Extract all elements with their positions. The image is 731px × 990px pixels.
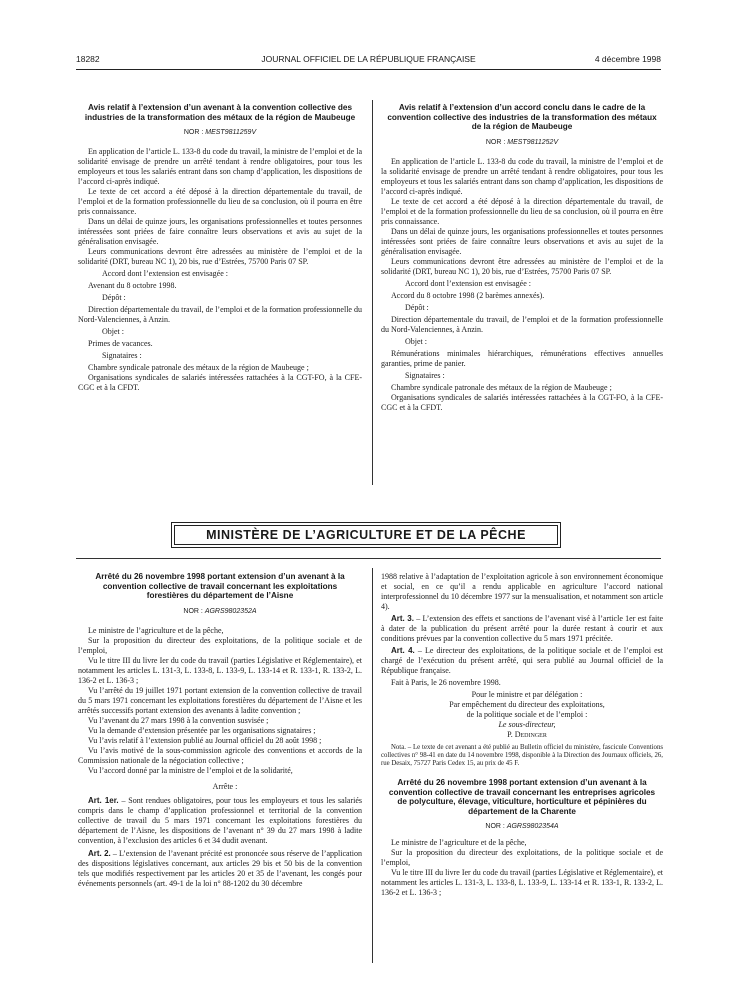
paragraph: Vu la demande d’extension présentée par les organisations signataires ;: [88, 725, 316, 735]
paragraph: En application de l’article L. 133-8 du code du travail, la ministre de l’emploi et de la solidarité envisage de prendre un arrêté tendant à rendre obligatoires, pour tous les employeurs et tous les salariés entrant dans son champ d’application, les dispositions de l’accord ci-après indiqué.: [381, 156, 663, 196]
subheading: Signataires :: [405, 370, 445, 380]
article-title: Avis relatif à l’extension d’un accord conclu dans le cadre de la convention collective des industries de la transformation des métaux de la région de Maubeuge: [387, 103, 657, 131]
article-label: Art. 2.: [88, 848, 111, 858]
paragraph: Le texte de cet accord a été déposé à la direction départementale du travail, de l’emploi et de la formation professionnelle du lieu de sa conclusion, où il pourra en être pris connaissance.: [381, 196, 663, 226]
signatory-name: P. Dedinger: [507, 730, 547, 739]
paragraph: Vu l’accord donné par la ministre de l’emploi et de la solidarité,: [88, 765, 293, 775]
paragraph: Direction départementale du travail, de l’emploi et de la formation professionnelle du Nord-Valenciennes, à Anzin.: [381, 314, 663, 334]
paragraph: Sur la proposition du directeur des exploitations, de la politique sociale et de l’emploi,: [381, 848, 663, 867]
paragraph: Vu le titre III du livre Ier du code du travail (parties Législative et Réglementaire), et notamment les articles L. 131-3, L. 133-8, L. 133-9, L. 133-14 et R. 133-1, R. 133-2, L. 136-2 et L. 136-3 ;: [78, 655, 362, 685]
nor-code: AGRS9802354A: [506, 823, 559, 830]
article-1: [78, 796, 362, 846]
subheading: Objet :: [102, 327, 124, 336]
article-title: Arrêté du 26 novembre 1998 portant extension d’un avenant à la convention collective de travail concernant les exploitations forestières du département de l’Aisne: [95, 572, 345, 600]
paragraph: Le texte de cet accord a été déposé à la direction départementale du travail, de l’emploi et de la formation professionnelle du lieu de sa conclusion, où il pourra en être pris connaissance.: [78, 187, 362, 216]
paragraph: Leurs communications devront être adressées au ministère de l’emploi et de la solidarité (DRT, bureau NC 1), 20 bis, rue d’Estrées, 75700 Paris 07 SP.: [78, 247, 362, 266]
nor-code: MEST9811252V: [507, 138, 559, 146]
subheading: Dépôt :: [405, 302, 429, 312]
paragraph: Sur la proposition du directeur des exploitations, de la politique sociale et de l’emploi,: [78, 635, 362, 655]
ministry-banner: [171, 522, 561, 548]
article-text: – Le directeur des exploitations, de la politique sociale et de l’emploi est chargé de l’exécution du présent arrêté, qui sera publié au Journal officiel de la République française.: [381, 646, 664, 675]
section-rule: [76, 558, 661, 559]
article-4: [381, 646, 663, 676]
paragraph: Avenant du 8 octobre 1998.: [88, 281, 177, 290]
paragraph: Vu le titre III du livre Ier du code du travail (parties Législative et Réglementaire), et notamment les articles L. 131-3, L. 133-8, L. 133-9, L. 133-14 et R. 133-1, R. 133-2, L. 136-2 et L. 136-3 ;: [381, 868, 663, 897]
paragraph: Chambre syndicale patronale des métaux de la région de Maubeuge ;: [88, 363, 309, 372]
article-text: – L’extension des effets et sanctions de l’avenant visé à l’article 1er est faite à dater de la publication du présent arrêté pour la durée restant à courir et aux conditions prévues par la convention collective du 5 mars 1971 précitée.: [381, 614, 664, 643]
article-label: Art. 3.: [391, 614, 414, 623]
article-label: Art. 4.: [391, 646, 415, 655]
nor-code: AGRS9802352A: [204, 607, 257, 615]
subheading: Signataires :: [102, 351, 142, 360]
nor-reference: [78, 607, 362, 617]
paragraph: Direction départementale du travail, de l’emploi et de la formation professionnelle du Nord-Valenciennes, à Anzin.: [78, 305, 362, 324]
paragraph: Vu l’avis motivé de la sous-commission agricole des conventions et accords de la Commission nationale de la négociation collective ;: [78, 745, 362, 765]
article-3: [381, 614, 663, 644]
nota: Nota. – Le texte de cet avenant a été publié au Bulletin officiel du ministère, fascicule Conventions collectives n° 98-41 en date du 14 novembre 1998, disponible à la Direction des Journaux officiels, 26, rue Desaix, 75727 Paris Cedex 15, au prix de 45 F.: [381, 744, 663, 767]
signature-line: de la politique sociale et de l’emploi :: [466, 710, 588, 719]
paragraph: Dans un délai de quinze jours, les organisations professionnelles et toutes personnes intéressées sont priées de faire connaître leurs observations et avis au sujet de la généralisation envisagée.: [381, 226, 663, 256]
paragraph: Dans un délai de quinze jours, les organisations professionnelles et toutes personnes intéressées sont priées de faire connaître leurs observations et avis au sujet de la généralisation envisagée.: [78, 217, 362, 246]
paragraph: Vu l’avenant du 27 mars 1998 à la convention susvisée ;: [88, 715, 269, 725]
issue-date: 4 décembre 1998: [594, 54, 661, 64]
signature-title: Le sous-directeur,: [498, 720, 556, 729]
column-divider: [372, 568, 373, 963]
paragraph: Vu l’arrêté du 19 juillet 1971 portant extension de la convention collective de travail du 5 mars 1971 concernant les exploitations forestières du département de l’Aisne et les arrêtés successifs portant extension des avenants à ladite convention ;: [78, 685, 362, 715]
nor-reference: [381, 822, 663, 832]
nor-reference: [381, 138, 663, 148]
page-number: 18282: [76, 54, 100, 64]
page-header: [76, 54, 661, 68]
subheading: Dépôt :: [102, 293, 126, 302]
paragraph: Le ministre de l’agriculture et de la pêche,: [88, 625, 224, 635]
ministry-title: MINISTÈRE DE L’AGRICULTURE ET DE LA PÊCHE: [174, 525, 558, 545]
subheading: Accord dont l’extension est envisagée :: [102, 269, 228, 278]
paragraph: Primes de vacances.: [88, 339, 153, 348]
paragraph: 1988 relative à l’adaptation de l’exploitation agricole à son environnement économique et social, en ce qu’il a rendu applicable en agriculture l’accord national interprofessionnel du 10 décembre 1977 sur la mensualisation, et notamment son article 4).: [381, 572, 663, 611]
signature-line: Pour le ministre et par délégation :: [471, 690, 583, 699]
signature-line: Par empêchement du directeur des exploitations,: [449, 700, 605, 709]
avis-accord-maubeuge: [381, 103, 663, 413]
journal-title: JOURNAL OFFICIEL DE LA RÉPUBLIQUE FRANÇAISE: [261, 54, 476, 64]
paragraph: Chambre syndicale patronale des métaux de la région de Maubeuge ;: [391, 382, 612, 392]
nor-code: MEST9811259V: [205, 129, 257, 136]
nor-label: NOR :: [485, 138, 506, 146]
paragraph: Organisations syndicales de salariés intéressées rattachées à la CGT-FO, à la CFE-CGC et à la CFDT.: [78, 373, 362, 392]
header-rule: [76, 69, 661, 70]
article-text: – L’extension de l’avenant précité est prononcée sous réserve de l’application des dispositions législatives concernant, aux articles 29 bis et 50 bis de la convention tels que modifiés respectivement par les articles 20 et 35 de l’avenant, les congés pour événements personnels (art. 49-1 de la loi n° 88-1202 du 30 décembre: [78, 848, 362, 888]
paragraph: Organisations syndicales de salariés intéressées rattachées à la CGT-FO, à la CFE-CGC et à la CFDT.: [381, 392, 663, 412]
arrete-aisne: [78, 572, 362, 889]
nor-label: NOR :: [183, 607, 203, 615]
column-divider: [372, 100, 373, 485]
arrete-heading: Arrête :: [212, 781, 238, 791]
article-2: [78, 849, 362, 889]
nor-label: NOR :: [183, 129, 204, 136]
paragraph: Leurs communications devront être adressées au ministère de l’emploi et de la solidarité (DRT, bureau NC 1), 20 bis, rue d’Estrées, 75700 Paris 07 SP.: [381, 256, 663, 276]
nor-reference: [78, 128, 362, 138]
subheading: Accord dont l’extension est envisagée :: [405, 278, 531, 288]
paragraph: Vu l’avis relatif à l’extension publié au Journal officiel du 28 août 1998 ;: [88, 735, 322, 745]
paragraph: Le ministre de l’agriculture et de la pêche,: [391, 838, 527, 847]
paragraph: En application de l’article L. 133-8 du code du travail, la ministre de l’emploi et de la solidarité envisage de prendre un arrêté tendant à rendre obligatoires, pour tous les employeurs et tous les salariés entrant dans son champ d’application, les dispositions de l’accord ci-après indiqué.: [78, 147, 362, 186]
article-text: – Sont rendues obligatoires, pour tous les employeurs et tous les salariés compris dans le champ d’application professionnel et territorial de la convention collective de travail du 5 mars 1971 concernant les exploitations forestières du département de l’Aisne, les dispositions de l’avenant n° 39 du 27 mars 1998 à ladite convention, à l’exclusion des articles 6 et 34 dudit avenant.: [78, 795, 363, 845]
signature-date: Fait à Paris, le 26 novembre 1998.: [391, 678, 501, 687]
paragraph: Accord du 8 octobre 1998 (2 barèmes annexés).: [391, 290, 545, 300]
article-title: Arrêté du 26 novembre 1998 portant extension d’un avenant à la convention collective de travail concernant les entreprises agricoles de polyculture, élevage, viticulture, horticulture et pépinières du département de la Charente: [388, 778, 656, 816]
avis-avenant-maubeuge: [78, 103, 362, 393]
article-label: Art. 1er.: [88, 795, 119, 805]
subheading: Objet :: [405, 336, 427, 346]
paragraph: Rémunérations minimales hiérarchiques, rémunérations effectives annuelles garanties, prime de panier.: [381, 348, 663, 368]
nor-label: NOR :: [485, 823, 505, 830]
arrete-aisne-continued: [381, 572, 663, 898]
article-title: Avis relatif à l’extension d’un avenant à la convention collective des industries de la transformation des métaux de la région de Maubeuge: [84, 103, 356, 122]
